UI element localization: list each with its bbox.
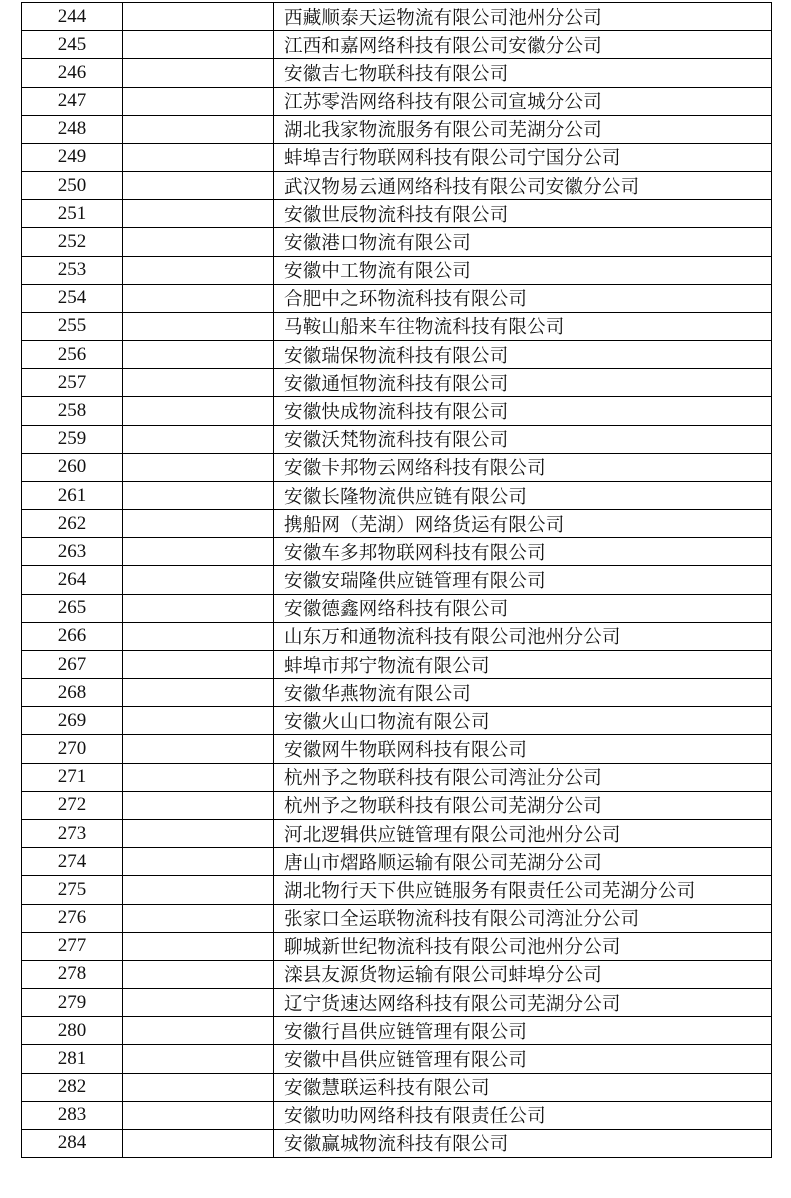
table-row <box>22 481 772 509</box>
table-row <box>22 87 772 115</box>
empty-cell <box>123 538 274 566</box>
empty-cell <box>123 425 274 453</box>
row-number-cell: 277 <box>22 932 123 960</box>
company-name-cell: 江西和嘉网络科技有限公司安徽分公司 <box>274 31 772 59</box>
table-row <box>22 256 772 284</box>
company-name-cell: 湖北我家物流服务有限公司芜湖分公司 <box>274 115 772 143</box>
empty-cell <box>123 566 274 594</box>
table-row <box>22 341 772 369</box>
company-table-body <box>22 3 772 1158</box>
company-name-cell: 安徽长隆物流供应链有限公司 <box>274 481 772 509</box>
empty-cell <box>123 1129 274 1157</box>
row-number-cell: 259 <box>22 425 123 453</box>
company-name-cell: 杭州予之物联科技有限公司湾沚分公司 <box>274 763 772 791</box>
company-name-cell: 聊城新世纪物流科技有限公司池州分公司 <box>274 932 772 960</box>
row-number-cell: 261 <box>22 481 123 509</box>
table-row <box>22 819 772 847</box>
table-row <box>22 59 772 87</box>
empty-cell <box>123 200 274 228</box>
row-number-cell: 274 <box>22 848 123 876</box>
empty-cell <box>123 679 274 707</box>
empty-cell <box>123 31 274 59</box>
row-number-cell: 264 <box>22 566 123 594</box>
company-name-cell: 蚌埠市邦宁物流有限公司 <box>274 650 772 678</box>
table-row <box>22 31 772 59</box>
empty-cell <box>123 735 274 763</box>
row-number-cell: 283 <box>22 1101 123 1129</box>
empty-cell <box>123 707 274 735</box>
company-name-cell: 湖北物行天下供应链服务有限责任公司芜湖分公司 <box>274 876 772 904</box>
empty-cell <box>123 622 274 650</box>
table-row <box>22 200 772 228</box>
empty-cell <box>123 876 274 904</box>
company-name-cell: 张家口全运联物流科技有限公司湾沚分公司 <box>274 904 772 932</box>
row-number-cell: 250 <box>22 172 123 200</box>
table-row <box>22 172 772 200</box>
row-number-cell: 247 <box>22 87 123 115</box>
row-number-cell: 255 <box>22 312 123 340</box>
table-row <box>22 510 772 538</box>
row-number-cell: 258 <box>22 397 123 425</box>
company-name-cell: 山东万和通物流科技有限公司池州分公司 <box>274 622 772 650</box>
company-name-cell: 安徽华燕物流有限公司 <box>274 679 772 707</box>
company-name-cell: 滦县友源货物运输有限公司蚌埠分公司 <box>274 960 772 988</box>
empty-cell <box>123 312 274 340</box>
company-name-cell: 安徽吉七物联科技有限公司 <box>274 59 772 87</box>
empty-cell <box>123 763 274 791</box>
company-name-cell: 蚌埠吉行物联网科技有限公司宁国分公司 <box>274 143 772 171</box>
row-number-cell: 256 <box>22 341 123 369</box>
company-name-cell: 安徽通恒物流科技有限公司 <box>274 369 772 397</box>
table-row <box>22 960 772 988</box>
row-number-cell: 254 <box>22 284 123 312</box>
row-number-cell: 279 <box>22 989 123 1017</box>
table-row <box>22 989 772 1017</box>
company-name-cell: 马鞍山船来车往物流科技有限公司 <box>274 312 772 340</box>
table-row <box>22 115 772 143</box>
table-row <box>22 369 772 397</box>
row-number-cell: 246 <box>22 59 123 87</box>
table-row <box>22 284 772 312</box>
empty-cell <box>123 1017 274 1045</box>
row-number-cell: 268 <box>22 679 123 707</box>
company-name-cell: 合肥中之环物流科技有限公司 <box>274 284 772 312</box>
row-number-cell: 248 <box>22 115 123 143</box>
row-number-cell: 249 <box>22 143 123 171</box>
table-row <box>22 594 772 622</box>
empty-cell <box>123 1045 274 1073</box>
row-number-cell: 280 <box>22 1017 123 1045</box>
company-name-cell: 安徽赢城物流科技有限公司 <box>274 1129 772 1157</box>
empty-cell <box>123 87 274 115</box>
empty-cell <box>123 989 274 1017</box>
company-name-cell: 携船网（芜湖）网络货运有限公司 <box>274 510 772 538</box>
company-name-cell: 安徽沃梵物流科技有限公司 <box>274 425 772 453</box>
empty-cell <box>123 3 274 31</box>
company-name-cell: 唐山市熠路顺运输有限公司芜湖分公司 <box>274 848 772 876</box>
empty-cell <box>123 228 274 256</box>
table-row <box>22 735 772 763</box>
row-number-cell: 270 <box>22 735 123 763</box>
row-number-cell: 281 <box>22 1045 123 1073</box>
company-name-cell: 安徽车多邦物联网科技有限公司 <box>274 538 772 566</box>
company-name-cell: 安徽中工物流有限公司 <box>274 256 772 284</box>
table-row <box>22 453 772 481</box>
row-number-cell: 253 <box>22 256 123 284</box>
empty-cell <box>123 453 274 481</box>
company-name-cell: 江苏零浩网络科技有限公司宣城分公司 <box>274 87 772 115</box>
row-number-cell: 263 <box>22 538 123 566</box>
empty-cell <box>123 1101 274 1129</box>
table-row <box>22 1017 772 1045</box>
table-row <box>22 228 772 256</box>
empty-cell <box>123 341 274 369</box>
row-number-cell: 245 <box>22 31 123 59</box>
company-name-cell: 安徽港口物流有限公司 <box>274 228 772 256</box>
company-name-cell: 辽宁货速达网络科技有限公司芜湖分公司 <box>274 989 772 1017</box>
company-name-cell: 安徽快成物流科技有限公司 <box>274 397 772 425</box>
row-number-cell: 278 <box>22 960 123 988</box>
table-row <box>22 679 772 707</box>
table-row <box>22 904 772 932</box>
table-row <box>22 1073 772 1101</box>
row-number-cell: 272 <box>22 791 123 819</box>
empty-cell <box>123 256 274 284</box>
row-number-cell: 252 <box>22 228 123 256</box>
row-number-cell: 269 <box>22 707 123 735</box>
table-row <box>22 707 772 735</box>
row-number-cell: 271 <box>22 763 123 791</box>
table-row <box>22 143 772 171</box>
empty-cell <box>123 284 274 312</box>
company-name-cell: 安徽德鑫网络科技有限公司 <box>274 594 772 622</box>
table-row <box>22 425 772 453</box>
company-name-cell: 安徽叻叻网络科技有限责任公司 <box>274 1101 772 1129</box>
table-row <box>22 876 772 904</box>
empty-cell <box>123 791 274 819</box>
company-name-cell: 安徽卡邦物云网络科技有限公司 <box>274 453 772 481</box>
table-row <box>22 932 772 960</box>
row-number-cell: 276 <box>22 904 123 932</box>
empty-cell <box>123 172 274 200</box>
company-name-cell: 安徽网牛物联网科技有限公司 <box>274 735 772 763</box>
table-row <box>22 763 772 791</box>
table-row <box>22 622 772 650</box>
row-number-cell: 260 <box>22 453 123 481</box>
empty-cell <box>123 819 274 847</box>
company-name-cell: 安徽火山口物流有限公司 <box>274 707 772 735</box>
row-number-cell: 262 <box>22 510 123 538</box>
empty-cell <box>123 848 274 876</box>
row-number-cell: 284 <box>22 1129 123 1157</box>
empty-cell <box>123 904 274 932</box>
table-row <box>22 1129 772 1157</box>
row-number-cell: 265 <box>22 594 123 622</box>
company-name-cell: 安徽行昌供应链管理有限公司 <box>274 1017 772 1045</box>
table-row <box>22 650 772 678</box>
company-name-cell: 安徽瑞保物流科技有限公司 <box>274 341 772 369</box>
table-row <box>22 312 772 340</box>
row-number-cell: 282 <box>22 1073 123 1101</box>
empty-cell <box>123 932 274 960</box>
table-row <box>22 791 772 819</box>
row-number-cell: 257 <box>22 369 123 397</box>
row-number-cell: 251 <box>22 200 123 228</box>
row-number-cell: 275 <box>22 876 123 904</box>
table-row <box>22 848 772 876</box>
empty-cell <box>123 397 274 425</box>
company-name-cell: 安徽安瑞隆供应链管理有限公司 <box>274 566 772 594</box>
empty-cell <box>123 115 274 143</box>
empty-cell <box>123 650 274 678</box>
table-row <box>22 3 772 31</box>
company-name-cell: 河北逻辑供应链管理有限公司池州分公司 <box>274 819 772 847</box>
empty-cell <box>123 59 274 87</box>
company-table <box>21 2 772 1158</box>
company-name-cell: 安徽慧联运科技有限公司 <box>274 1073 772 1101</box>
company-name-cell: 安徽世辰物流科技有限公司 <box>274 200 772 228</box>
table-row <box>22 538 772 566</box>
row-number-cell: 244 <box>22 3 123 31</box>
table-row <box>22 566 772 594</box>
company-name-cell: 杭州予之物联科技有限公司芜湖分公司 <box>274 791 772 819</box>
empty-cell <box>123 960 274 988</box>
empty-cell <box>123 481 274 509</box>
empty-cell <box>123 1073 274 1101</box>
row-number-cell: 267 <box>22 650 123 678</box>
empty-cell <box>123 510 274 538</box>
table-row <box>22 1045 772 1073</box>
company-name-cell: 西藏顺泰天运物流有限公司池州分公司 <box>274 3 772 31</box>
empty-cell <box>123 369 274 397</box>
row-number-cell: 266 <box>22 622 123 650</box>
company-name-cell: 武汉物易云通网络科技有限公司安徽分公司 <box>274 172 772 200</box>
empty-cell <box>123 594 274 622</box>
empty-cell <box>123 143 274 171</box>
table-row <box>22 397 772 425</box>
company-name-cell: 安徽中昌供应链管理有限公司 <box>274 1045 772 1073</box>
table-row <box>22 1101 772 1129</box>
row-number-cell: 273 <box>22 819 123 847</box>
